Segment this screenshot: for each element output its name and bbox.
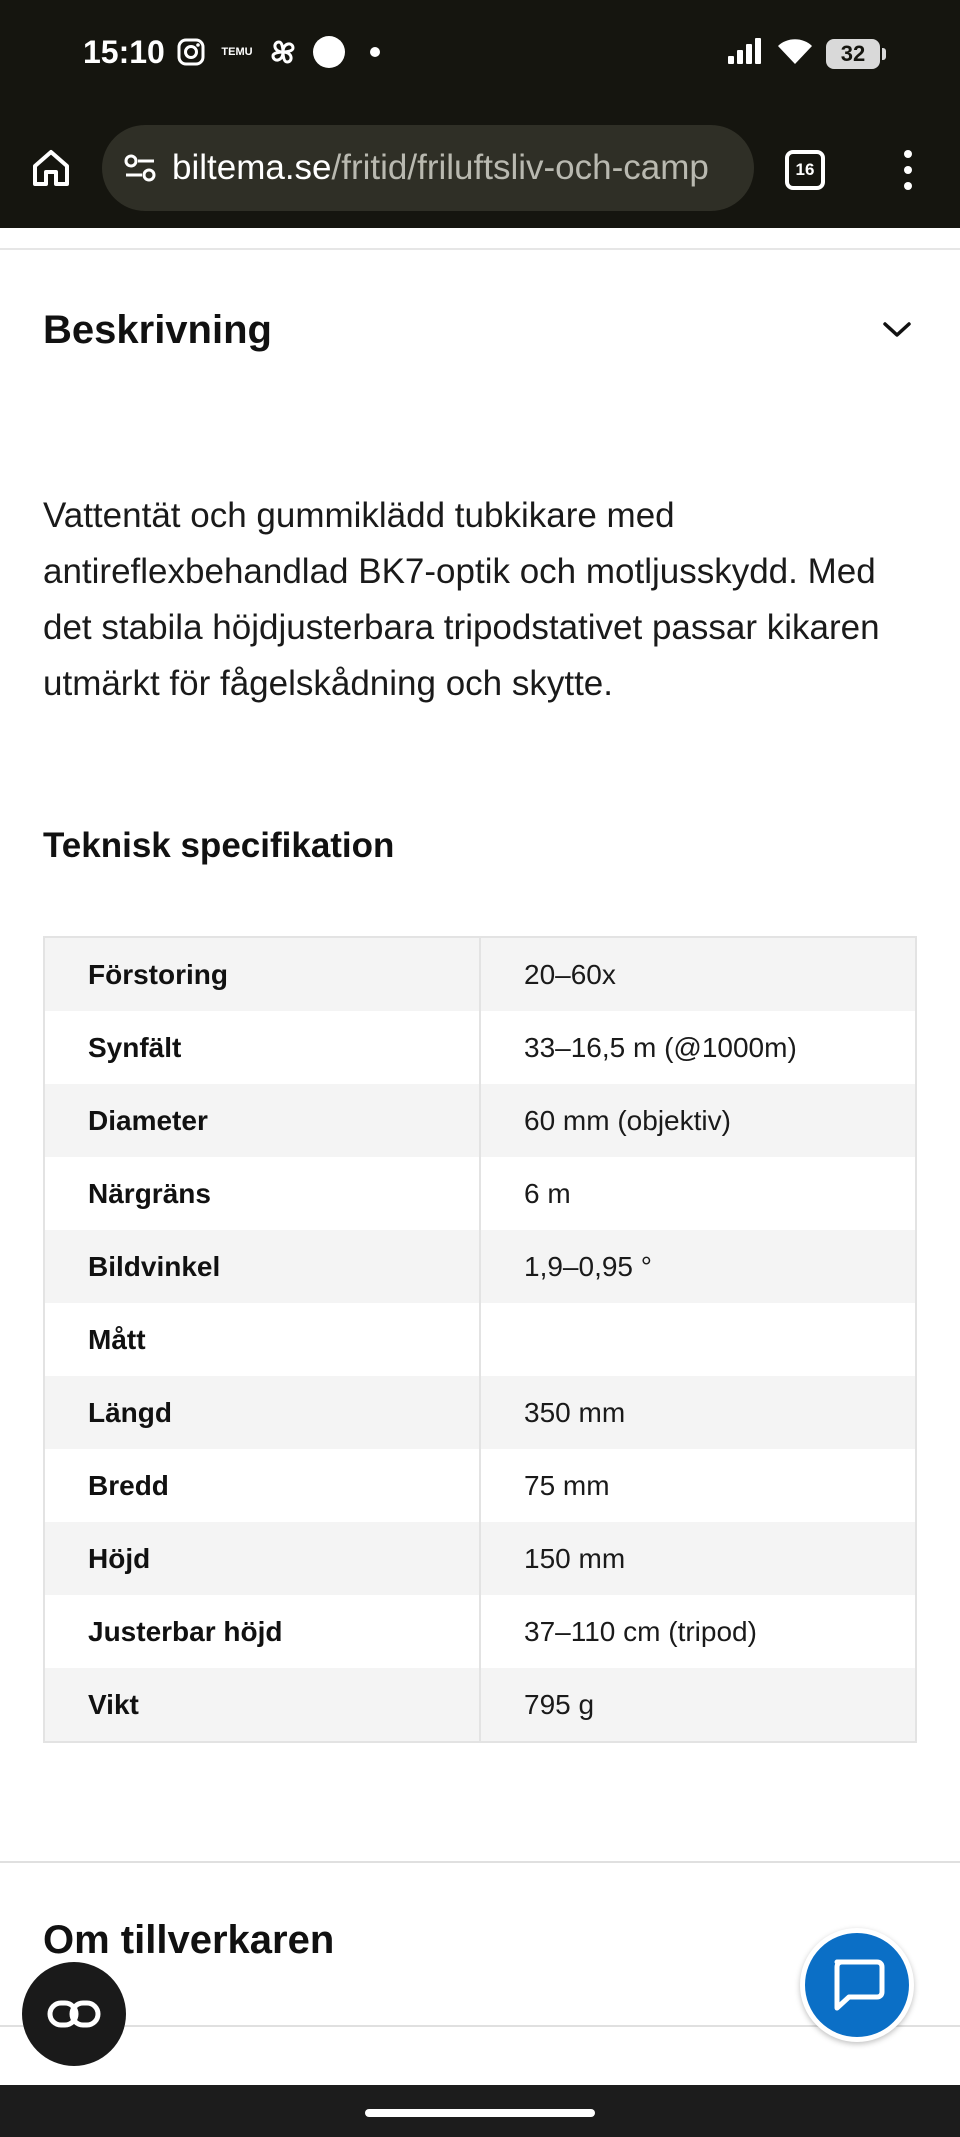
tab-switcher-button[interactable] (785, 150, 825, 190)
spec-key: Höjd (45, 1522, 481, 1595)
battery-icon (826, 39, 880, 69)
browser-toolbar (0, 110, 960, 228)
spec-key: Justerbar höjd (45, 1595, 481, 1668)
home-gesture-handle[interactable] (365, 2109, 595, 2117)
spec-key: Längd (45, 1376, 481, 1449)
chat-icon (827, 1956, 887, 2014)
status-time: 15:10 (83, 34, 165, 70)
link-icon (47, 1999, 101, 2029)
table-row (45, 1376, 915, 1449)
menu-dot (904, 182, 912, 190)
spec-value: 1,9–0,95 ° (524, 1250, 652, 1282)
address-bar[interactable] (102, 125, 754, 211)
menu-dot (904, 166, 912, 174)
notification-icons (175, 36, 391, 68)
overflow-menu-button[interactable] (888, 146, 928, 194)
table-row (45, 1522, 915, 1595)
table-row (45, 1668, 915, 1741)
table-row (45, 1303, 915, 1376)
spec-value: 33–16,5 m (@1000m) (524, 1031, 797, 1063)
table-row (45, 1084, 915, 1157)
divider (0, 248, 960, 250)
instagram-icon (175, 36, 207, 68)
description-text: Vattentät och gummiklädd tubkikare med antireflexbehandlad BK7-optik och motljusskydd. Med det stabila höjdjusterbara tripodstativet passar kikaren utmärkt för fågelskådning och skytte. (43, 496, 880, 703)
spec-key: Synfält (45, 1011, 481, 1084)
signal-icon (726, 36, 764, 71)
tab-count: 16 (795, 160, 815, 179)
spec-key: Mått (45, 1303, 481, 1376)
site-settings-icon[interactable] (120, 148, 160, 188)
spec-key: Bredd (45, 1449, 481, 1522)
chat-button[interactable] (800, 1928, 914, 2042)
table-row (45, 1230, 915, 1303)
circle-icon (313, 36, 345, 68)
spec-value: 20–60x (524, 958, 616, 990)
table-row (45, 1449, 915, 1522)
spec-value: 150 mm (524, 1542, 626, 1574)
system-navigation-bar (0, 2085, 960, 2137)
pinwheel-icon (267, 36, 299, 68)
url-domain: biltema.se (172, 148, 332, 187)
spec-value: 6 m (524, 1177, 571, 1209)
spec-value: 75 mm (524, 1469, 610, 1501)
table-row (45, 938, 915, 1011)
menu-dot (904, 150, 912, 158)
table-row (45, 1595, 915, 1668)
spec-value (481, 1303, 915, 1376)
dot-icon (359, 36, 391, 68)
status-bar (0, 0, 960, 110)
home-button[interactable] (28, 145, 74, 191)
description-title: Beskrivning (43, 307, 272, 352)
temu-icon (221, 36, 253, 68)
spec-table (43, 936, 917, 1743)
manufacturer-accordion-header[interactable]: Om tillverkaren (43, 1918, 335, 1962)
url-path: /fritid/friluftsliv-och-camp (331, 148, 709, 187)
table-row (45, 1157, 915, 1230)
wifi-icon (776, 36, 814, 71)
spec-value: 350 mm (524, 1396, 626, 1428)
url-text[interactable] (172, 148, 709, 188)
chevron-down-icon[interactable] (877, 310, 917, 350)
spec-key: Diameter (45, 1084, 481, 1157)
description-accordion-header[interactable] (43, 300, 917, 360)
spec-key: Närgräns (45, 1157, 481, 1230)
home-icon (30, 147, 72, 189)
accessibility-button[interactable] (22, 1962, 126, 2066)
temu-label: TEMU (221, 46, 253, 58)
system-icons (726, 36, 880, 71)
spec-value: 60 mm (objektiv) (524, 1104, 731, 1136)
table-row (45, 1011, 915, 1084)
battery-level: 32 (840, 40, 866, 66)
divider (0, 1861, 960, 1863)
spec-key: Bildvinkel (45, 1230, 481, 1303)
spec-value: 795 g (524, 1688, 595, 1720)
spec-key: Vikt (45, 1668, 481, 1741)
spec-title: Teknisk specifikation (43, 826, 395, 865)
spec-key: Förstoring (45, 938, 481, 1011)
spec-value: 37–110 cm (tripod) (524, 1615, 757, 1647)
